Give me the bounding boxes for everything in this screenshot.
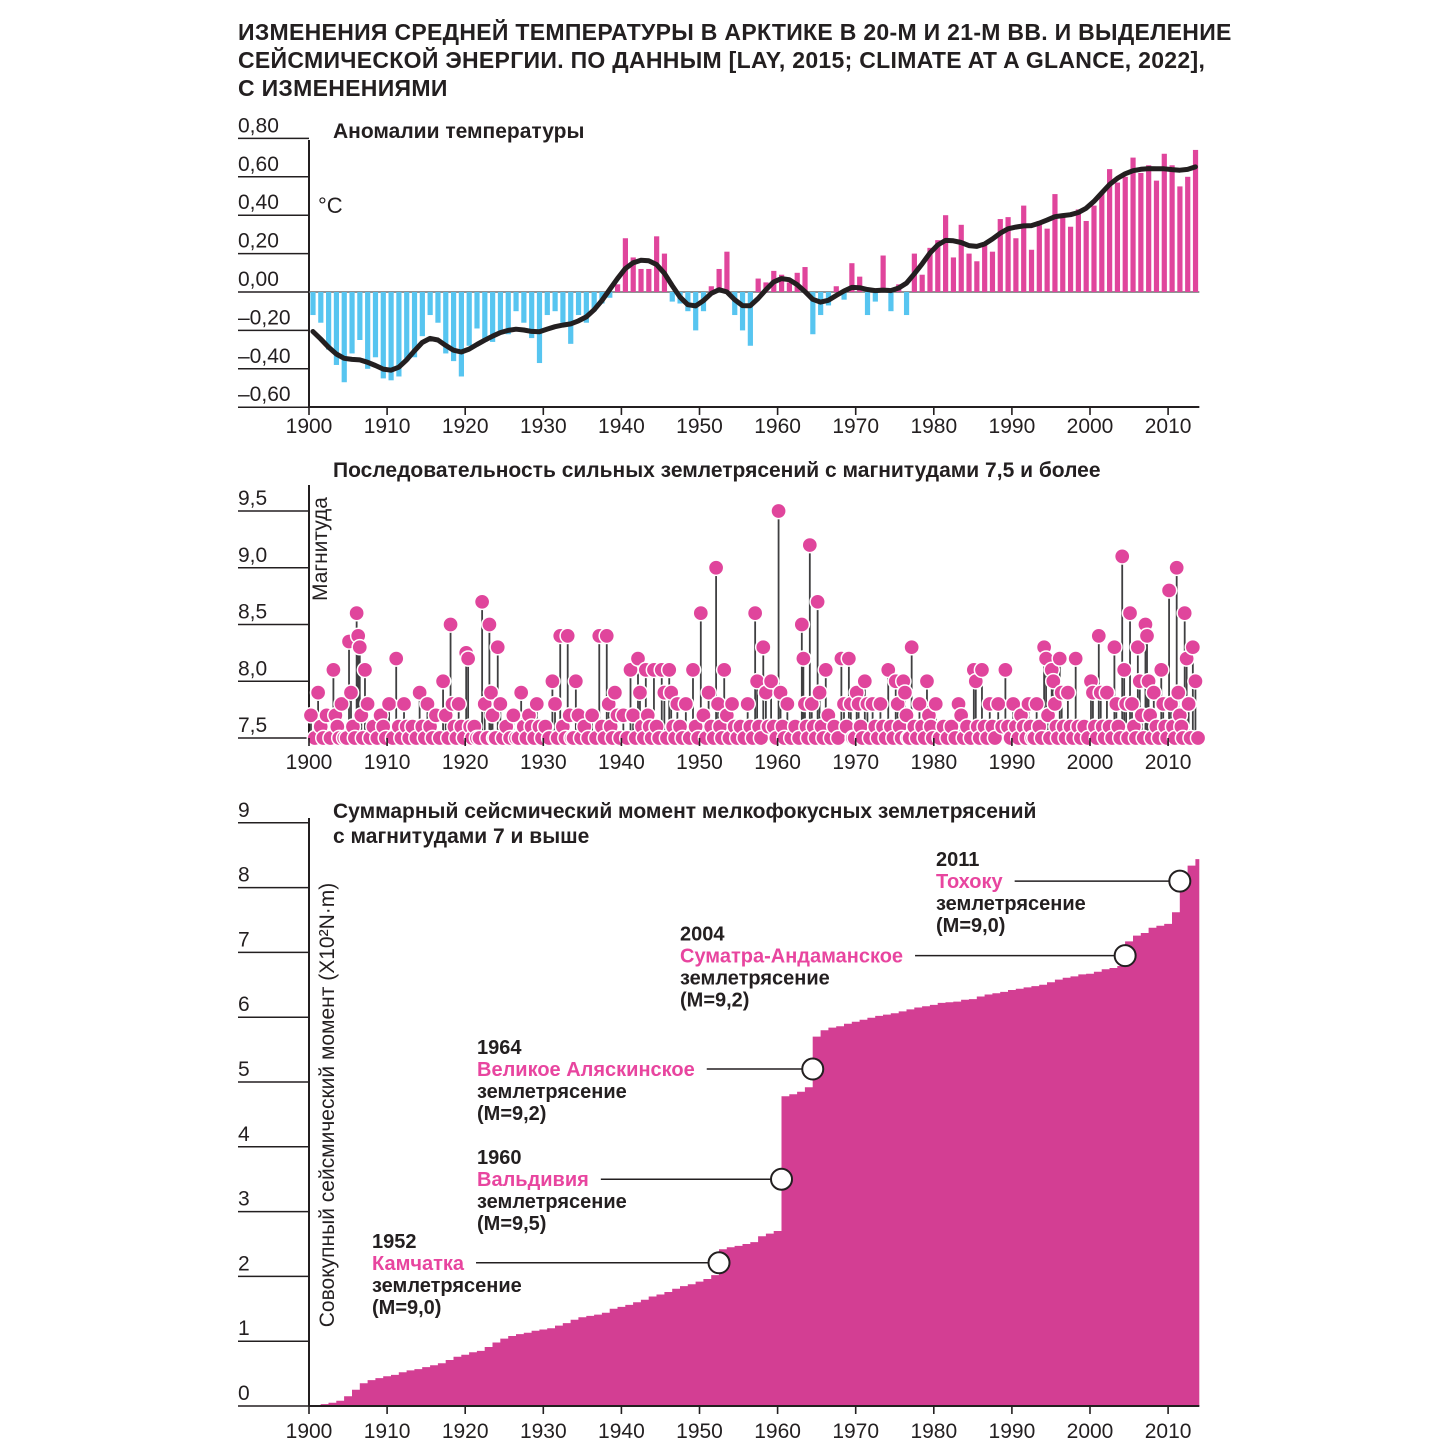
temp-bar-negative — [740, 292, 745, 330]
x-tick-label: 2010 — [1144, 415, 1192, 438]
annotation-marker-circle — [771, 1169, 792, 1190]
quake-dot — [974, 662, 989, 677]
x-tick-label: 1990 — [988, 1420, 1036, 1440]
earthquake-annotation — [477, 1147, 792, 1235]
y-tick-label: 0,00 — [238, 268, 279, 291]
quake-dot — [349, 606, 364, 621]
annotation-year: 1964 — [477, 1037, 522, 1060]
y-tick-label: 2 — [238, 1252, 250, 1276]
quake-dot — [1154, 662, 1169, 677]
quake-dot — [693, 606, 708, 621]
temp-bar-positive — [1170, 165, 1175, 292]
temp-bar-negative — [342, 292, 347, 382]
temp-bar-positive — [943, 215, 948, 292]
temp-bar-positive — [959, 225, 964, 292]
quake-dot — [1117, 662, 1132, 677]
temp-bar-positive — [1193, 150, 1198, 292]
quake-dot — [493, 696, 508, 711]
y-tick-label: 8 — [238, 863, 250, 887]
y-tick-label: 4 — [238, 1122, 250, 1146]
chart-title: Аномалии температуры — [333, 120, 585, 143]
y-tick-label: 8,0 — [238, 657, 268, 681]
y-tick-label: 0,40 — [238, 191, 279, 215]
cumulative-seismic-moment-chart — [238, 799, 1199, 1440]
annotation-line3: (М=9,2) — [680, 989, 750, 1012]
annotation-year: 1952 — [372, 1230, 417, 1253]
temp-bar-positive — [1146, 165, 1151, 292]
temp-bar-positive — [920, 275, 925, 292]
earthquake-annotation — [936, 849, 1190, 937]
quake-dot — [998, 662, 1013, 677]
temp-bar-positive — [1045, 229, 1050, 292]
temp-bar-positive — [1154, 181, 1159, 292]
temp-bar-positive — [1084, 221, 1089, 292]
temp-bar-positive — [1060, 215, 1065, 292]
temp-bar-positive — [1037, 221, 1042, 292]
quake-dot — [482, 617, 497, 632]
y-axis-label: Магнитуда — [309, 497, 332, 601]
quake-dot — [1139, 628, 1154, 643]
temp-bar-positive — [1099, 192, 1104, 292]
quake-dot — [529, 696, 544, 711]
quake-dot — [873, 696, 888, 711]
temp-bar-positive — [615, 284, 620, 292]
quake-dot — [443, 617, 458, 632]
x-tick-label: 1940 — [598, 751, 645, 774]
quake-dot — [1068, 651, 1083, 666]
quake-dot — [1188, 674, 1203, 689]
quake-dot — [724, 696, 739, 711]
quake-dot — [904, 640, 919, 655]
quake-dot — [451, 696, 466, 711]
temp-bar-positive — [1115, 183, 1120, 292]
x-tick-label: 1960 — [754, 415, 801, 438]
annotation-name: Великое Аляскинское — [477, 1059, 695, 1082]
temp-bar-positive — [646, 269, 651, 292]
quake-dot — [311, 685, 326, 700]
temp-bar-positive — [834, 286, 839, 292]
quake-dot — [568, 674, 583, 689]
x-tick-label: 1910 — [363, 751, 411, 774]
temp-bar-positive — [881, 256, 886, 292]
quake-dot — [607, 685, 622, 700]
temp-bar-positive — [1013, 238, 1018, 292]
quake-dot — [547, 696, 562, 711]
quake-dot — [514, 685, 529, 700]
quake-dot — [1177, 606, 1192, 621]
temp-bar-negative — [428, 292, 433, 315]
temp-bar-negative — [888, 292, 893, 311]
quake-dot — [389, 651, 404, 666]
quake-dot — [381, 696, 396, 711]
annotation-year: 2011 — [936, 849, 980, 872]
temp-bar-negative — [748, 292, 753, 346]
y-tick-label: –0,60 — [238, 383, 291, 407]
quake-dot — [1185, 640, 1200, 655]
x-tick-label: 1930 — [519, 751, 567, 774]
quake-dot — [1122, 606, 1137, 621]
annotation-name: Суматра-Андаманское — [680, 945, 904, 968]
chart-title-line-2: с магнитудами 7 и выше — [333, 825, 590, 848]
quake-dot — [1029, 696, 1044, 711]
quake-dot — [756, 640, 771, 655]
annotation-line2: землетрясение — [680, 967, 830, 990]
temp-bar-positive — [756, 279, 761, 292]
temp-bar-negative — [521, 292, 526, 323]
x-tick-label: 2000 — [1066, 751, 1114, 774]
quake-dot — [991, 696, 1006, 711]
cumulative-moment-area — [309, 859, 1199, 1406]
temp-bar-negative — [381, 292, 386, 378]
quake-dot — [897, 685, 912, 700]
quake-dot — [857, 674, 872, 689]
temp-bar-negative — [318, 292, 323, 323]
temp-bar-negative — [373, 292, 378, 357]
quake-dot — [1181, 696, 1196, 711]
temp-bar-positive — [724, 252, 729, 292]
annotation-year: 1960 — [477, 1147, 522, 1170]
temp-bar-positive — [1162, 154, 1167, 292]
annotation-line2: землетрясение — [936, 893, 1086, 916]
temp-bar-negative — [873, 292, 878, 302]
y-tick-label: 1 — [238, 1317, 250, 1341]
y-tick-label: 9,0 — [238, 543, 268, 567]
temp-bar-negative — [326, 292, 331, 350]
temp-bar-positive — [990, 252, 995, 292]
temp-bar-negative — [310, 292, 315, 315]
x-tick-label: 1910 — [363, 1420, 411, 1440]
temp-bar-positive — [1185, 177, 1190, 292]
temp-bar-negative — [553, 292, 558, 311]
quake-dot — [396, 696, 411, 711]
temp-bar-positive — [1130, 158, 1135, 292]
quake-dot — [632, 685, 647, 700]
temp-bar-negative — [545, 292, 550, 315]
temp-bar-negative — [474, 292, 479, 328]
x-tick-label: 1990 — [988, 751, 1036, 774]
temp-bar-negative — [349, 292, 354, 353]
quake-dot — [796, 651, 811, 666]
annotation-marker-circle — [802, 1059, 823, 1080]
temp-bar-negative — [467, 292, 472, 346]
quake-dot — [360, 696, 375, 711]
temp-bar-negative — [420, 292, 425, 336]
x-tick-label: 1950 — [676, 415, 723, 438]
quake-dot — [1107, 640, 1122, 655]
x-tick-label: 2010 — [1144, 1420, 1192, 1440]
annotation-marker-circle — [709, 1252, 730, 1273]
x-tick-label: 1950 — [676, 1420, 723, 1440]
x-tick-label: 1920 — [441, 751, 489, 774]
y-tick-label: 0,20 — [238, 229, 279, 253]
quake-dot — [545, 674, 560, 689]
x-tick-label: 1960 — [754, 751, 801, 774]
y-tick-label: 9,5 — [238, 487, 268, 510]
earthquake-sequence-chart — [238, 459, 1206, 774]
x-tick-label: 2000 — [1066, 1420, 1114, 1440]
quake-dot — [352, 640, 367, 655]
annotation-marker-circle — [1169, 871, 1190, 892]
annotation-line2: землетрясение — [477, 1191, 627, 1214]
temp-bar-positive — [982, 244, 987, 292]
x-tick-label: 1980 — [910, 751, 958, 774]
quake-dot — [1060, 685, 1075, 700]
temp-bar-positive — [1021, 206, 1026, 292]
y-tick-label: 7,5 — [238, 714, 268, 737]
y-tick-label: 9 — [238, 798, 250, 822]
temp-bar-negative — [404, 292, 409, 361]
chart-title: Последовательность сильных землетрясений с магнитудами 7,5 и более — [333, 459, 1101, 482]
quake-dot — [1115, 549, 1130, 564]
temp-bar-negative — [435, 292, 440, 323]
temp-bar-positive — [1123, 177, 1128, 292]
temp-bar-negative — [693, 292, 698, 330]
x-tick-label: 1970 — [832, 1420, 880, 1440]
y-tick-label: 5 — [238, 1058, 250, 1081]
y-tick-label: 0,80 — [238, 114, 279, 138]
unit-label: °C — [318, 193, 343, 218]
quake-dot — [1091, 628, 1106, 643]
annotation-line3: (М=9,2) — [477, 1103, 547, 1126]
quake-dot — [435, 674, 450, 689]
y-tick-label: 7 — [238, 928, 250, 952]
x-tick-label: 1900 — [285, 415, 333, 438]
quake-dot — [780, 696, 795, 711]
temp-bar-negative — [904, 292, 909, 315]
chart-title-line-1: Суммарный сейсмический момент мелкофокусных землетрясений — [333, 800, 1037, 823]
temp-bar-positive — [1076, 209, 1081, 292]
temp-bar-negative — [560, 292, 565, 323]
annotation-line3: (М=9,0) — [936, 915, 1006, 938]
quake-dot — [919, 674, 934, 689]
y-tick-label: –0,20 — [238, 306, 291, 330]
annotation-name: Тохоку — [936, 871, 1003, 894]
quake-dot — [748, 606, 763, 621]
y-tick-label: 0 — [238, 1382, 250, 1405]
x-tick-label: 1990 — [988, 415, 1036, 438]
y-tick-label: 6 — [238, 993, 250, 1017]
temp-bar-positive — [1091, 206, 1096, 292]
figure-title-line-3: С ИЗМЕНЕНИЯМИ — [238, 75, 448, 101]
annotation-name: Вальдивия — [477, 1169, 589, 1192]
x-tick-label: 1930 — [519, 1420, 567, 1440]
figure-title-line-2: СЕЙСМИЧЕСКОЙ ЭНЕРГИИ. ПО ДАННЫМ [LAY, 2015; CLIMATE AT A GLANCE, 2022], — [238, 47, 1206, 73]
earthquake-annotation — [477, 1037, 823, 1125]
x-tick-label: 1940 — [598, 415, 645, 438]
quake-dot — [740, 696, 755, 711]
temp-bar-positive — [951, 257, 956, 292]
temp-bar-negative — [568, 292, 573, 344]
x-tick-label: 1950 — [676, 751, 723, 774]
temp-bar-negative — [670, 292, 675, 302]
y-tick-label: 8,5 — [238, 600, 268, 624]
x-tick-label: 1920 — [441, 415, 489, 438]
x-tick-label: 1920 — [441, 1420, 489, 1440]
y-tick-label: –0,40 — [238, 344, 291, 368]
x-tick-label: 1930 — [519, 415, 567, 438]
figure-title-line-1: ИЗМЕНЕНИЯ СРЕДНЕЙ ТЕМПЕРАТУРЫ В АРКТИКЕ В 20-М И 21-М ВВ. И ВЫДЕЛЕНИЕ — [238, 19, 1232, 45]
x-tick-label: 1970 — [832, 751, 880, 774]
y-axis-label: Совокупный сейсмический момент (X10²N·m) — [316, 882, 339, 1328]
quake-dot — [475, 594, 490, 609]
quake-dot — [343, 685, 358, 700]
quake-dot — [1052, 651, 1067, 666]
x-tick-label: 1960 — [754, 1420, 801, 1440]
annotation-marker-circle — [1115, 945, 1136, 966]
quake-dot — [662, 662, 677, 677]
quake-dot — [357, 662, 372, 677]
quake-dot — [1161, 583, 1176, 598]
annotation-line2: землетрясение — [372, 1274, 522, 1297]
x-tick-label: 1910 — [363, 415, 411, 438]
quake-dot — [802, 537, 817, 552]
quake-dot — [560, 628, 575, 643]
x-tick-label: 2000 — [1066, 415, 1114, 438]
annotation-line3: (М=9,5) — [477, 1213, 547, 1236]
temp-bar-positive — [1177, 186, 1182, 292]
y-tick-label: 0,60 — [238, 152, 279, 176]
y-tick-label: 3 — [238, 1187, 250, 1211]
x-tick-label: 1980 — [910, 1420, 958, 1440]
temp-bar-positive — [966, 254, 971, 292]
temp-bar-negative — [459, 292, 464, 376]
quake-dot — [708, 560, 723, 575]
annotation-name: Камчатка — [372, 1252, 465, 1275]
x-tick-label: 1940 — [598, 1420, 645, 1440]
quake-dot — [717, 662, 732, 677]
quake-dot — [490, 640, 505, 655]
quake-dot — [812, 685, 827, 700]
x-tick-label: 2010 — [1144, 751, 1192, 774]
quake-dot — [818, 662, 833, 677]
quake-dot — [599, 628, 614, 643]
quake-dot — [1169, 560, 1184, 575]
temp-bar-negative — [482, 292, 487, 342]
temperature-anomaly-chart — [238, 114, 1199, 438]
temp-bar-positive — [974, 261, 979, 292]
quake-dot — [461, 651, 476, 666]
quake-dot — [678, 696, 693, 711]
x-tick-label: 1900 — [285, 1420, 333, 1440]
quake-dot — [326, 662, 341, 677]
quake-dot — [771, 503, 786, 518]
quake-dot — [685, 662, 700, 677]
temp-bar-positive — [638, 269, 643, 292]
quake-dot — [794, 617, 809, 632]
quake-dot — [1190, 730, 1205, 745]
annotation-year: 2004 — [680, 923, 725, 946]
temp-bar-negative — [513, 292, 518, 311]
x-tick-label: 1980 — [910, 415, 958, 438]
quake-dot — [810, 594, 825, 609]
quake-dot — [928, 696, 943, 711]
temp-bar-negative — [537, 292, 542, 363]
temp-bar-negative — [357, 292, 362, 340]
temp-bar-negative — [498, 292, 503, 332]
x-tick-label: 1970 — [832, 415, 880, 438]
annotation-line3: (М=9,0) — [372, 1296, 442, 1319]
temp-bar-positive — [1029, 250, 1034, 292]
temp-bar-negative — [365, 292, 370, 369]
quake-dot — [841, 651, 856, 666]
temp-bar-positive — [1052, 194, 1057, 292]
temp-bar-negative — [865, 292, 870, 315]
temp-bar-negative — [576, 292, 581, 315]
x-tick-label: 1900 — [285, 751, 333, 774]
temp-bar-positive — [1068, 227, 1073, 292]
annotation-line2: землетрясение — [477, 1081, 627, 1104]
temp-bar-positive — [1138, 173, 1143, 292]
